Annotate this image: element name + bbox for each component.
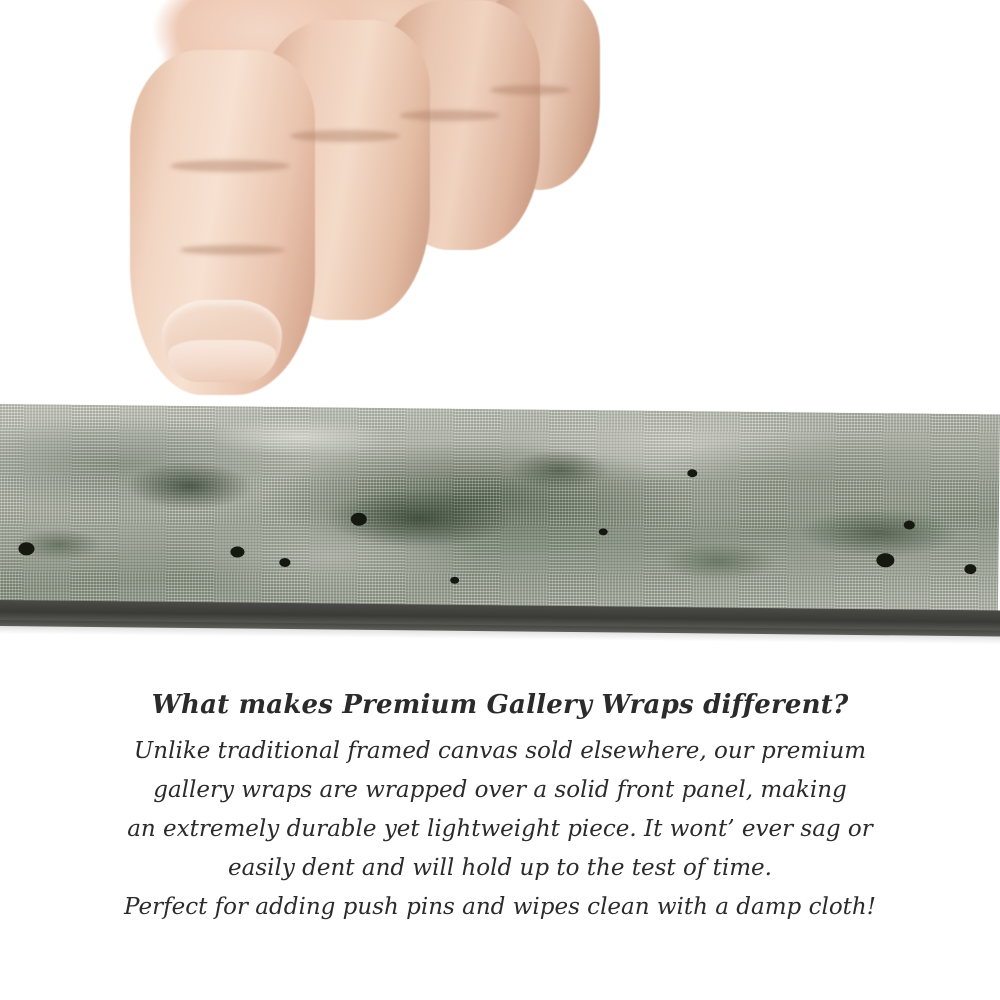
skin-crease xyxy=(490,85,570,95)
paint-speck xyxy=(964,564,976,574)
paint-speck xyxy=(279,558,290,567)
paint-speck xyxy=(687,469,697,477)
caption-headline: What makes Premium Gallery Wraps different? xyxy=(151,690,849,720)
caption-line: Unlike traditional framed canvas sold elsewhere, our premium xyxy=(133,738,867,764)
skin-crease xyxy=(180,245,285,255)
paint-speck xyxy=(230,546,244,557)
fingernail xyxy=(162,300,282,382)
paint-speck xyxy=(450,577,459,584)
paint-speck xyxy=(18,542,34,555)
canvas-wrap-edge xyxy=(0,404,1000,629)
skin-crease xyxy=(400,110,500,121)
caption-line: an extremely durable yet lightweight piece. It wont’ ever sag or xyxy=(127,816,873,842)
caption-line: gallery wraps are wrapped over a solid front panel, making xyxy=(153,777,847,803)
caption-line: easily dent and will hold up to the test of time. xyxy=(228,855,772,881)
caption-block xyxy=(0,690,1000,927)
paint-speck xyxy=(599,528,608,535)
skin-crease xyxy=(170,160,290,172)
paint-speck xyxy=(876,553,894,567)
skin-crease xyxy=(290,130,400,142)
paint-speck xyxy=(351,513,367,526)
caption-line: Perfect for adding push pins and wipes clean with a damp cloth! xyxy=(124,894,876,920)
hand-illustration xyxy=(110,0,580,430)
paint-speck xyxy=(904,520,915,529)
